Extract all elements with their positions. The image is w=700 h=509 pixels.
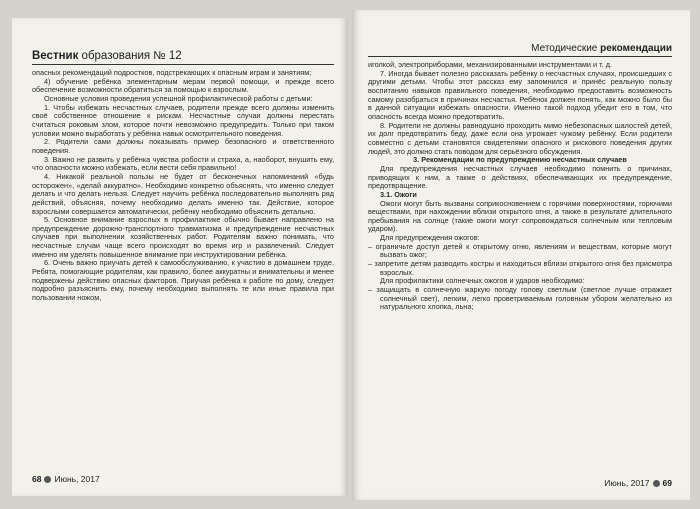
paragraph: 1. Чтобы избежать несчастных случаев, родители прежде всего должны изменить своё собственное отношение к рискам. Несчастные случаи должны перестать считаться роковым злом, которое почти невозможно предупредить. Только при таком условии можно выработать у ребёнка навык осмотрительного поведения.	[32, 102, 334, 138]
paragraph: 7. Иногда бывает полезно рассказать ребёнку о несчастных случаях, происшедших с другими детьми. Чтобы этот рассказ ему запомнился и принёс реальную пользу воспитанию навыков правильного поведения, необходимо предоставить возможность самому разобраться в причинах несчастья. Ребёнок должен понять, как можно было бы в данной ситуации избежать опасности. Именно такой подход убедит его в том, что опасность всегда можно предотвратить.	[368, 68, 672, 121]
paragraph: 8. Родители не должны равнодушно проходить мимо небезопасных шалостей детей, их долг предотвратить беду, даже если она угрожает чужому ребёнку. Если родители совместно с детьми становятся свидетелями опасного и рискового поведения других людей, это должно стать поводом для серьёзного обсуждения.	[368, 120, 672, 156]
page-number: 68	[32, 474, 42, 484]
paragraph: 3. Важно не развить у ребёнка чувства робости и страха, а, наоборот, внушить ему, что опасности можно избежать, если вести себя правильно!	[32, 154, 334, 173]
bullet-dot-icon	[653, 480, 660, 487]
paragraph: 6. Очень важно приучать детей к самообслуживанию, к участию в домашнем труде. Ребята, помогающие родителям, как правило, более аккуратны и внимательны и менее подвержены действию опасных факторов. Приучая ребёнка к работе по дому, следует подробно разъяснить ему, почему необходимо выполнять те или иные правила при пользовании ножом,	[32, 258, 334, 303]
right-footer	[604, 478, 672, 488]
list-item: – ограничьте доступ детей к открытому огню, явлениям и веществам, которые могут вызвать ожог;	[368, 241, 672, 260]
left-page	[12, 18, 348, 496]
paragraph: 2. Родители сами должны показывать пример безопасного и ответственного поведения.	[32, 137, 334, 155]
issue-date: Июнь, 2017	[54, 474, 100, 484]
paragraph: иголкой, электроприборами, механизированными инструментами и т. д.	[368, 60, 613, 69]
list-item: – защищать в солнечную жаркую погоду голову светлым (светлое лучше отражает солнечный свет), легким, легко проветриваемым головным убором желательно из натурального хлопка, льна;	[368, 285, 672, 312]
list-item: – запретите детям разводить костры и находиться вблизи открытого огня без присмотра взрослых.	[368, 259, 672, 277]
section-title: Методические рекомендации	[531, 43, 672, 54]
right-running-header	[368, 34, 672, 57]
paragraph: Для предупреждения ожогов:	[380, 233, 480, 243]
page-number: 69	[662, 478, 672, 488]
left-footer	[32, 474, 100, 484]
left-running-header	[32, 42, 334, 65]
paragraph: Основные условия проведения успешной профилактической работы с детьми:	[44, 93, 313, 103]
section-heading: 3. Рекомендации по предупреждению несчастных случаев	[413, 155, 627, 165]
paragraph: 4. Никакой реальной пользы не будет от бесконечных напоминаний «будь осторожен», «делай аккуратно». Необходимо конкретно объяснять, что именно следует делать и что делать нельзя. Следует научить ребёнка последовательно выполнять ряд действий, объясняя, почему необходимо делать именно так. Действие, которое взрослыми совершается автоматически, ребёнку необходимо объяснить детально.	[32, 171, 334, 216]
right-page	[352, 10, 690, 500]
right-body-text	[368, 61, 672, 312]
left-body-text	[32, 69, 334, 303]
subsection-heading: 3.1. Ожоги	[380, 189, 417, 199]
paragraph: Для предупреждения несчастных случаев необходимо помнить о причинах, приводящих к ним, а также о действиях, обеспечивающих их предупреждение, предотвращение.	[368, 163, 672, 191]
issue-date: Июнь, 2017	[604, 478, 650, 488]
paragraph: 5. Основное внимание взрослых в профилактике обычно бывает направлено на предупреждение дорожно-транспортного травматизма и предупреждение несчастных случаев при выполнении хозяйственных работ. Родителям важно понимать, что несчастные случаи чаще всего происходят во время игр и развлечений. Следует именно им уделять повышенное внимание при инструктировании ребёнка.	[32, 215, 334, 259]
paragraph: Ожоги могут быть вызваны соприкосновением с горячими поверхностями, горючими веществами, при нахождении вблизи открытого огня, а также в результате длительного пребывания на солнце (такие ожоги могут сопровождаться солнечным или тепловым ударом).	[368, 198, 672, 234]
paragraph: 4) обучение ребёнка элементарным мерам первой помощи, и прежде всего обеспечение возможности обратиться за помощью к взрослым.	[32, 76, 334, 95]
paragraph: опасных рекомендаций подростков, подстрекающих к опасным играм и занятиям;	[32, 68, 312, 77]
journal-title: Вестник образования № 12	[32, 50, 182, 62]
paragraph: Для профилактики солнечных ожогов и ударов необходимо:	[380, 276, 585, 286]
bullet-dot-icon	[44, 476, 51, 483]
